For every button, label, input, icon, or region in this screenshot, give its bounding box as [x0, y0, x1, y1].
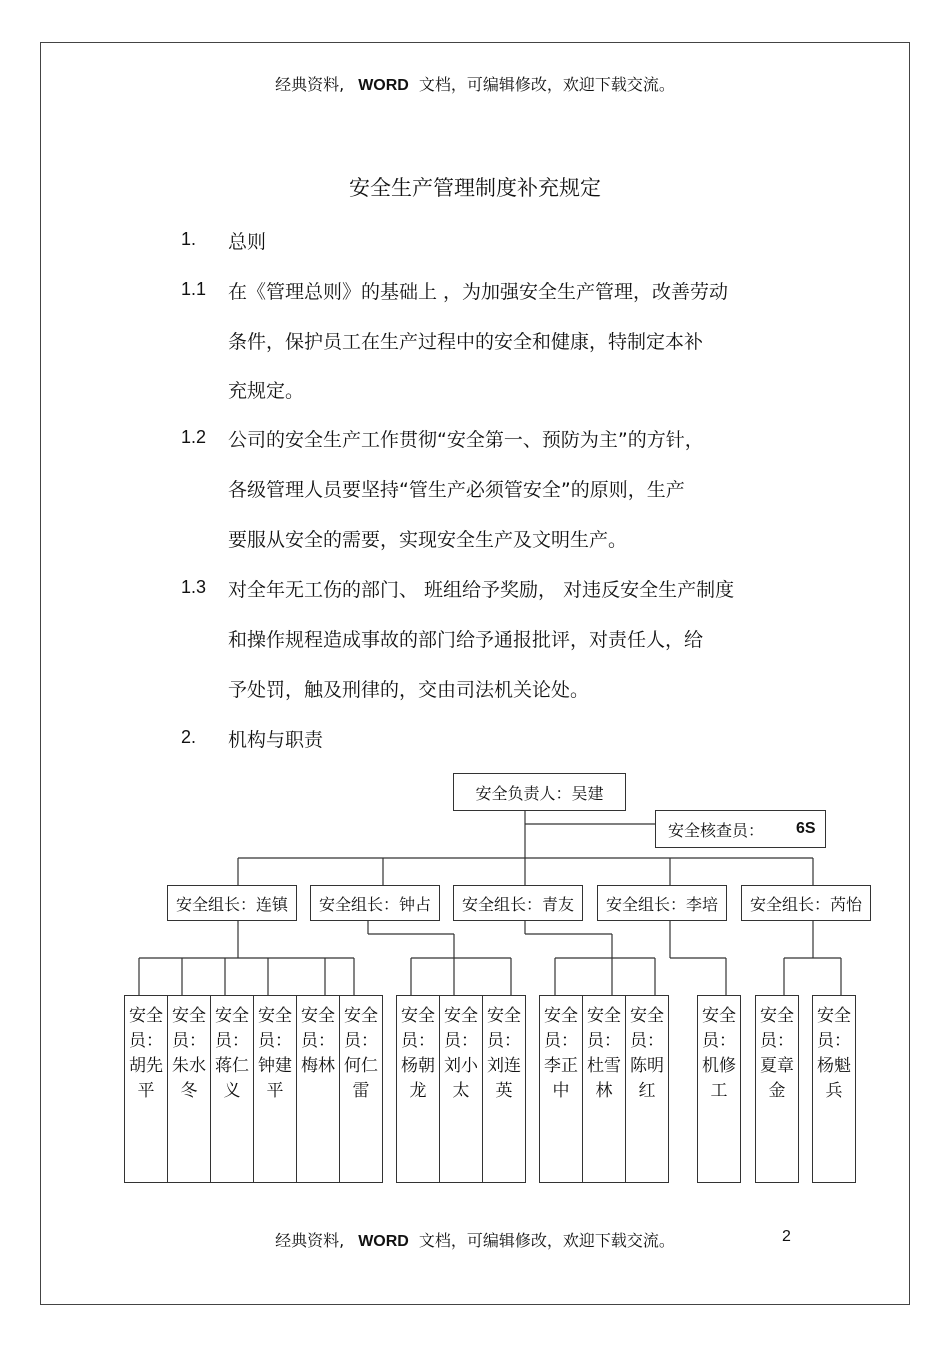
safety-member-name: 安全员：陈明红: [630, 1006, 664, 1101]
section-1-1-line: 条件，保护员工在生产过程中的安全和健康，特制定本补: [228, 331, 704, 353]
safety-member-box: [755, 995, 799, 1183]
section-1-2-number: 1.2: [181, 427, 207, 447]
header-prefix: 经典资料,: [275, 75, 345, 94]
safety-member-name: 安全员：梅林: [301, 1006, 335, 1076]
safety-member-box: [296, 995, 340, 1183]
section-1-3-line: 予处罚，触及刑律的，交由司法机关论处。: [228, 679, 590, 701]
safety-member-name: 安全员：李正中: [544, 1006, 578, 1101]
section-1-3-line: 对全年无工伤的部门、 班组给予奖励， 对违反安全生产制度: [228, 579, 735, 601]
safety-member-box: [625, 995, 669, 1183]
inspector-label: 安全核查员：: [668, 820, 765, 840]
group-leader-box: 安全组长：连镇: [167, 885, 297, 921]
section-1-1-line: 在《管理总则》的基础上 ，为加强安全生产管理，改善劳动: [228, 281, 729, 303]
safety-member-box: [582, 995, 626, 1183]
safety-member-name: 安全员：杨朝龙: [401, 1006, 435, 1101]
section-2-number: 2.: [181, 727, 197, 747]
safety-member-name: 安全员：朱水冬: [172, 1006, 206, 1101]
page-footer: [0, 1228, 950, 1251]
safety-member-box: [697, 995, 741, 1183]
safety-inspector-box: [655, 810, 826, 848]
safety-member-box: [124, 995, 168, 1183]
footer-suffix: 文档，可编辑修改，欢迎下载交流。: [418, 1231, 675, 1250]
section-1-number: 1.: [181, 229, 197, 249]
header-word: WORD: [358, 77, 409, 94]
safety-member-name: 安全员：钟建平: [258, 1006, 292, 1101]
safety-head-box: 安全负责人：吴建: [453, 773, 626, 811]
section-1-3-number: 1.3: [181, 577, 207, 597]
document-title: 安全生产管理制度补充规定: [349, 176, 601, 200]
safety-member-name: 安全员：刘连英: [487, 1006, 521, 1101]
safety-member-name: 安全员：刘小太: [444, 1006, 478, 1101]
safety-member-box: [439, 995, 483, 1183]
safety-member-name: 安全员：杜雪林: [587, 1006, 621, 1101]
safety-member-name: 安全员：夏章金: [760, 1006, 794, 1101]
inspector-value: 6S: [796, 820, 816, 837]
safety-member-name: 安全员：机修工: [702, 1006, 736, 1101]
section-1-2-line: 要服从安全的需要，实现安全生产及文明生产。: [228, 529, 628, 551]
section-2-heading: 机构与职责: [228, 729, 324, 751]
section-1-3-line: 和操作规程造成事故的部门给予通报批评，对责任人，给: [228, 629, 704, 651]
group-leader-box: 安全组长：钟占: [310, 885, 440, 921]
section-1-heading: 总则: [228, 231, 267, 253]
section-1-1-line: 充规定。: [228, 380, 305, 402]
footer-word: WORD: [358, 1233, 409, 1250]
section-1-2-line: 各级管理人员要坚持“管生产必须管安全”的原则，生产: [228, 479, 685, 501]
section-1-1-number: 1.1: [181, 279, 207, 299]
safety-member-name: 安全员：胡先平: [129, 1006, 163, 1101]
safety-member-box: [210, 995, 254, 1183]
safety-member-box: [396, 995, 440, 1183]
safety-member-box: [167, 995, 211, 1183]
safety-member-box: [812, 995, 856, 1183]
group-leader-box: 安全组长：李培: [597, 885, 727, 921]
group-leader-box: 安全组长：青友: [453, 885, 583, 921]
header-suffix: 文档，可编辑修改，欢迎下载交流。: [418, 75, 675, 94]
page-number: 2: [782, 1228, 791, 1245]
section-1-2-line: 公司的安全生产工作贯彻“安全第一、预防为主”的方针，: [228, 429, 704, 451]
safety-member-box: [482, 995, 526, 1183]
safety-member-box: [339, 995, 383, 1183]
group-leader-box: 安全组长：芮怡: [741, 885, 871, 921]
safety-member-name: 安全员：杨魁兵: [817, 1006, 851, 1101]
safety-member-box: [253, 995, 297, 1183]
safety-member-box: [539, 995, 583, 1183]
footer-prefix: 经典资料,: [275, 1231, 345, 1250]
safety-member-name: 安全员：何仁雷: [344, 1006, 378, 1101]
safety-member-name: 安全员：蒋仁义: [215, 1006, 249, 1101]
